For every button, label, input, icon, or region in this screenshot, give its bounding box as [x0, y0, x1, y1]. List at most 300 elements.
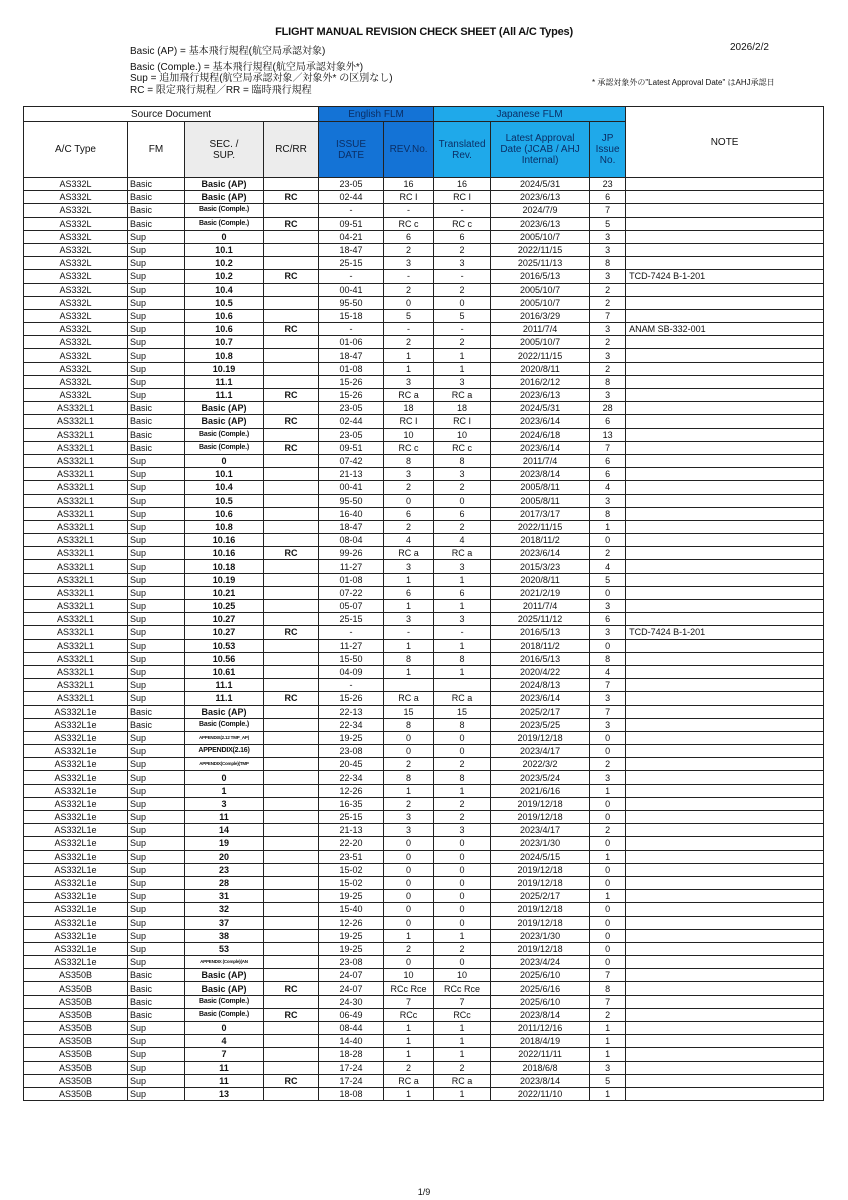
- cell-issue-date: 17-24: [319, 1074, 384, 1087]
- cell-sec-sup: 0: [185, 230, 264, 243]
- cell-rc-rr: [264, 784, 319, 797]
- cell-rev-no: 7: [384, 995, 434, 1008]
- table-row: [24, 534, 824, 547]
- cell-ac-type: AS332L: [24, 178, 128, 191]
- cell-issue-date: -: [319, 270, 384, 283]
- cell-note: [626, 1022, 824, 1035]
- cell-latest-approval-date: 2016/5/13: [491, 270, 590, 283]
- table-row: [24, 863, 824, 876]
- cell-rev-no: 0: [384, 916, 434, 929]
- cell-jp-issue-no: 1: [590, 1035, 626, 1048]
- header-ac-type: A/C Type: [24, 122, 128, 178]
- cell-issue-date: -: [319, 323, 384, 336]
- cell-ac-type: AS350B: [24, 1008, 128, 1021]
- table-row: [24, 389, 824, 402]
- cell-rc-rr: [264, 916, 319, 929]
- cell-note: [626, 375, 824, 388]
- cell-issue-date: 16-35: [319, 797, 384, 810]
- cell-ac-type: AS332L1e: [24, 850, 128, 863]
- cell-jp-issue-no: 0: [590, 929, 626, 942]
- cell-latest-approval-date: 2025/2/17: [491, 705, 590, 718]
- cell-fm: Sup: [128, 784, 185, 797]
- cell-translated-rev: 3: [434, 613, 491, 626]
- cell-rev-no: 1: [384, 1022, 434, 1035]
- cell-rev-no: 1: [384, 1048, 434, 1061]
- cell-note: [626, 692, 824, 705]
- cell-ac-type: AS332L1: [24, 520, 128, 533]
- cell-issue-date: 02-44: [319, 191, 384, 204]
- cell-rev-no: 1: [384, 600, 434, 613]
- cell-issue-date: -: [319, 679, 384, 692]
- cell-sec-sup: 10.16: [185, 547, 264, 560]
- table-row: [24, 731, 824, 744]
- cell-note: [626, 257, 824, 270]
- cell-jp-issue-no: 0: [590, 745, 626, 758]
- cell-issue-date: 04-09: [319, 665, 384, 678]
- cell-ac-type: AS332L1e: [24, 876, 128, 889]
- sheet-date: 2026/2/2: [730, 42, 769, 53]
- cell-fm: Sup: [128, 468, 185, 481]
- sheet-title: FLIGHT MANUAL REVISION CHECK SHEET (All A/C Types): [275, 26, 573, 38]
- cell-fm: Sup: [128, 1048, 185, 1061]
- table-row: [24, 1048, 824, 1061]
- table-row: [24, 679, 824, 692]
- cell-fm: Basic: [128, 995, 185, 1008]
- cell-ac-type: AS332L1: [24, 547, 128, 560]
- cell-note: [626, 652, 824, 665]
- cell-rev-no: 6: [384, 586, 434, 599]
- cell-sec-sup: 10.7: [185, 336, 264, 349]
- cell-sec-sup: 10.25: [185, 600, 264, 613]
- table-row: [24, 876, 824, 889]
- cell-jp-issue-no: 0: [590, 876, 626, 889]
- cell-latest-approval-date: 2005/10/7: [491, 283, 590, 296]
- cell-fm: Basic: [128, 217, 185, 230]
- cell-sec-sup: 10.19: [185, 362, 264, 375]
- cell-latest-approval-date: 2022/11/15: [491, 520, 590, 533]
- cell-rc-rr: [264, 494, 319, 507]
- table-row: [24, 520, 824, 533]
- cell-translated-rev: 1: [434, 1087, 491, 1100]
- cell-ac-type: AS350B: [24, 1035, 128, 1048]
- cell-jp-issue-no: 4: [590, 481, 626, 494]
- table-row: [24, 718, 824, 731]
- cell-note: [626, 1087, 824, 1100]
- cell-rev-no: 0: [384, 890, 434, 903]
- cell-note: [626, 468, 824, 481]
- cell-rev-no: RC a: [384, 1074, 434, 1087]
- cell-jp-issue-no: 3: [590, 692, 626, 705]
- cell-sec-sup: 13: [185, 1087, 264, 1100]
- cell-jp-issue-no: 7: [590, 309, 626, 322]
- cell-sec-sup: 38: [185, 929, 264, 942]
- cell-jp-issue-no: 3: [590, 494, 626, 507]
- cell-note: [626, 1008, 824, 1021]
- cell-ac-type: AS332L1e: [24, 745, 128, 758]
- cell-note: [626, 758, 824, 771]
- cell-translated-rev: 1: [434, 1022, 491, 1035]
- cell-rc-rr: [264, 929, 319, 942]
- cell-note: [626, 204, 824, 217]
- cell-latest-approval-date: 2022/3/2: [491, 758, 590, 771]
- cell-jp-issue-no: 7: [590, 969, 626, 982]
- cell-issue-date: 15-02: [319, 876, 384, 889]
- cell-translated-rev: 0: [434, 745, 491, 758]
- cell-ac-type: AS332L1e: [24, 771, 128, 784]
- cell-rc-rr: RC: [264, 982, 319, 995]
- cell-translated-rev: 2: [434, 758, 491, 771]
- cell-rev-no: 2: [384, 336, 434, 349]
- cell-fm: Sup: [128, 481, 185, 494]
- cell-latest-approval-date: 2023/6/13: [491, 191, 590, 204]
- cell-jp-issue-no: 5: [590, 217, 626, 230]
- cell-sec-sup: 10.8: [185, 349, 264, 362]
- cell-issue-date: 01-08: [319, 362, 384, 375]
- cell-sec-sup: 10.5: [185, 494, 264, 507]
- header-rc-rr: RC/RR: [264, 122, 319, 178]
- table-row: [24, 890, 824, 903]
- cell-fm: Sup: [128, 283, 185, 296]
- cell-rev-no: 0: [384, 876, 434, 889]
- cell-jp-issue-no: 8: [590, 257, 626, 270]
- cell-issue-date: 15-50: [319, 652, 384, 665]
- cell-note: [626, 296, 824, 309]
- table-row: [24, 982, 824, 995]
- cell-translated-rev: 1: [434, 349, 491, 362]
- cell-sec-sup: 11: [185, 811, 264, 824]
- cell-fm: Sup: [128, 876, 185, 889]
- table-row: [24, 494, 824, 507]
- cell-note: [626, 824, 824, 837]
- cell-latest-approval-date: 2023/4/24: [491, 956, 590, 969]
- cell-fm: Sup: [128, 243, 185, 256]
- cell-rc-rr: [264, 652, 319, 665]
- cell-note: [626, 217, 824, 230]
- cell-rc-rr: RC: [264, 547, 319, 560]
- cell-issue-date: 04-21: [319, 230, 384, 243]
- cell-jp-issue-no: 7: [590, 679, 626, 692]
- cell-rev-no: 2: [384, 758, 434, 771]
- cell-rev-no: 1: [384, 362, 434, 375]
- cell-translated-rev: 5: [434, 309, 491, 322]
- cell-fm: Sup: [128, 309, 185, 322]
- cell-issue-date: 18-47: [319, 520, 384, 533]
- cell-fm: Basic: [128, 969, 185, 982]
- cell-issue-date: 25-15: [319, 613, 384, 626]
- cell-sec-sup: APPENDIX(2.12 TMP_AP): [185, 731, 264, 744]
- cell-latest-approval-date: 2022/11/15: [491, 349, 590, 362]
- cell-ac-type: AS332L1: [24, 494, 128, 507]
- cell-rc-rr: [264, 481, 319, 494]
- cell-note: [626, 389, 824, 402]
- cell-ac-type: AS332L1e: [24, 797, 128, 810]
- cell-rc-rr: [264, 1048, 319, 1061]
- cell-translated-rev: 1: [434, 362, 491, 375]
- cell-issue-date: 09-51: [319, 217, 384, 230]
- table-row: [24, 929, 824, 942]
- table-row: [24, 468, 824, 481]
- cell-rc-rr: [264, 600, 319, 613]
- cell-latest-approval-date: 2016/3/29: [491, 309, 590, 322]
- cell-issue-date: 14-40: [319, 1035, 384, 1048]
- cell-fm: Sup: [128, 507, 185, 520]
- cell-ac-type: AS332L: [24, 336, 128, 349]
- cell-note: [626, 230, 824, 243]
- table-row: [24, 270, 824, 283]
- cell-translated-rev: 0: [434, 916, 491, 929]
- cell-sec-sup: 10.56: [185, 652, 264, 665]
- cell-note: [626, 929, 824, 942]
- header-translated-rev: Translated Rev.: [434, 122, 491, 178]
- cell-jp-issue-no: 8: [590, 507, 626, 520]
- cell-rc-rr: [264, 573, 319, 586]
- header-note: NOTE: [626, 107, 824, 178]
- revision-table: [23, 106, 824, 1101]
- cell-sec-sup: 10.8: [185, 520, 264, 533]
- cell-jp-issue-no: 0: [590, 916, 626, 929]
- cell-note: [626, 454, 824, 467]
- cell-issue-date: 23-51: [319, 850, 384, 863]
- cell-rev-no: 0: [384, 850, 434, 863]
- cell-rev-no: RC a: [384, 692, 434, 705]
- cell-fm: Sup: [128, 349, 185, 362]
- cell-jp-issue-no: 4: [590, 560, 626, 573]
- cell-rc-rr: RC: [264, 389, 319, 402]
- cell-sec-sup: Basic (Comple.): [185, 1008, 264, 1021]
- cell-sec-sup: 10.53: [185, 639, 264, 652]
- cell-latest-approval-date: 2023/1/30: [491, 929, 590, 942]
- cell-translated-rev: 0: [434, 837, 491, 850]
- cell-fm: Sup: [128, 652, 185, 665]
- cell-translated-rev: -: [434, 323, 491, 336]
- cell-translated-rev: 16: [434, 178, 491, 191]
- cell-fm: Sup: [128, 639, 185, 652]
- cell-fm: Sup: [128, 745, 185, 758]
- table-row: [24, 586, 824, 599]
- cell-rc-rr: [264, 507, 319, 520]
- cell-jp-issue-no: 3: [590, 1061, 626, 1074]
- cell-translated-rev: 18: [434, 402, 491, 415]
- cell-rc-rr: [264, 454, 319, 467]
- cell-sec-sup: 11.1: [185, 389, 264, 402]
- cell-ac-type: AS332L1: [24, 679, 128, 692]
- cell-latest-approval-date: 2005/10/7: [491, 296, 590, 309]
- cell-issue-date: 16-40: [319, 507, 384, 520]
- header-fm: FM: [128, 122, 185, 178]
- table-row: [24, 573, 824, 586]
- table-row: [24, 283, 824, 296]
- cell-rev-no: 2: [384, 942, 434, 955]
- table-row: [24, 995, 824, 1008]
- cell-fm: Basic: [128, 1008, 185, 1021]
- cell-note: [626, 283, 824, 296]
- cell-fm: Sup: [128, 1035, 185, 1048]
- cell-issue-date: 01-06: [319, 336, 384, 349]
- cell-rev-no: 8: [384, 652, 434, 665]
- cell-latest-approval-date: 2016/5/13: [491, 626, 590, 639]
- cell-latest-approval-date: 2025/6/16: [491, 982, 590, 995]
- cell-rc-rr: [264, 837, 319, 850]
- cell-rev-no: 1: [384, 1035, 434, 1048]
- cell-translated-rev: 15: [434, 705, 491, 718]
- cell-issue-date: 22-34: [319, 718, 384, 731]
- cell-ac-type: AS332L1: [24, 600, 128, 613]
- cell-issue-date: 24-07: [319, 982, 384, 995]
- cell-issue-date: 22-13: [319, 705, 384, 718]
- cell-sec-sup: 1: [185, 784, 264, 797]
- cell-ac-type: AS332L1e: [24, 784, 128, 797]
- table-row: [24, 454, 824, 467]
- table-row: [24, 824, 824, 837]
- cell-ac-type: AS350B: [24, 1087, 128, 1100]
- cell-rev-no: -: [384, 323, 434, 336]
- cell-sec-sup: 10.4: [185, 283, 264, 296]
- cell-sec-sup: 10.19: [185, 573, 264, 586]
- cell-rc-rr: RC: [264, 1074, 319, 1087]
- cell-note: [626, 415, 824, 428]
- cell-issue-date: 25-15: [319, 811, 384, 824]
- cell-translated-rev: 1: [434, 1035, 491, 1048]
- cell-translated-rev: 0: [434, 731, 491, 744]
- cell-note: [626, 771, 824, 784]
- cell-fm: Sup: [128, 586, 185, 599]
- cell-note: [626, 1048, 824, 1061]
- cell-translated-rev: RCc Rce: [434, 982, 491, 995]
- table-row: [24, 560, 824, 573]
- cell-translated-rev: RC a: [434, 547, 491, 560]
- cell-issue-date: 01-08: [319, 573, 384, 586]
- cell-latest-approval-date: 2025/11/12: [491, 613, 590, 626]
- table-row: [24, 507, 824, 520]
- cell-sec-sup: 10.21: [185, 586, 264, 599]
- cell-jp-issue-no: 6: [590, 613, 626, 626]
- cell-jp-issue-no: 13: [590, 428, 626, 441]
- cell-fm: Sup: [128, 1061, 185, 1074]
- cell-rev-no: 2: [384, 520, 434, 533]
- cell-ac-type: AS332L1e: [24, 718, 128, 731]
- cell-rc-rr: [264, 362, 319, 375]
- cell-latest-approval-date: 2023/6/13: [491, 217, 590, 230]
- cell-sec-sup: 10.4: [185, 481, 264, 494]
- cell-rc-rr: [264, 797, 319, 810]
- cell-rc-rr: [264, 758, 319, 771]
- cell-fm: Sup: [128, 758, 185, 771]
- cell-translated-rev: 8: [434, 771, 491, 784]
- cell-sec-sup: Basic (Comple.): [185, 441, 264, 454]
- cell-jp-issue-no: 8: [590, 982, 626, 995]
- table-row: [24, 626, 824, 639]
- cell-fm: Sup: [128, 573, 185, 586]
- cell-jp-issue-no: 0: [590, 797, 626, 810]
- cell-translated-rev: 7: [434, 995, 491, 1008]
- cell-translated-rev: 3: [434, 257, 491, 270]
- cell-ac-type: AS332L1: [24, 415, 128, 428]
- cell-note: [626, 837, 824, 850]
- cell-issue-date: 23-05: [319, 428, 384, 441]
- cell-translated-rev: 2: [434, 797, 491, 810]
- table-row: [24, 600, 824, 613]
- cell-jp-issue-no: 5: [590, 1074, 626, 1087]
- cell-jp-issue-no: 2: [590, 824, 626, 837]
- cell-rc-rr: RC: [264, 323, 319, 336]
- cell-ac-type: AS332L1e: [24, 811, 128, 824]
- legend-basic-ap: Basic (AP) = 基本飛行規程(航空局承認対象): [130, 46, 326, 57]
- cell-fm: Sup: [128, 890, 185, 903]
- cell-translated-rev: 2: [434, 481, 491, 494]
- cell-ac-type: AS350B: [24, 982, 128, 995]
- table-row: [24, 969, 824, 982]
- cell-fm: Sup: [128, 929, 185, 942]
- cell-fm: Basic: [128, 441, 185, 454]
- header-english-flm: English FLM: [319, 107, 434, 122]
- cell-note: [626, 890, 824, 903]
- cell-latest-approval-date: 2019/12/18: [491, 903, 590, 916]
- cell-rc-rr: [264, 995, 319, 1008]
- cell-translated-rev: 3: [434, 468, 491, 481]
- cell-issue-date: 00-41: [319, 283, 384, 296]
- cell-sec-sup: Basic (AP): [185, 705, 264, 718]
- cell-rc-rr: [264, 705, 319, 718]
- cell-latest-approval-date: 2024/5/15: [491, 850, 590, 863]
- cell-sec-sup: APPENDIX(Comple)(TMP: [185, 758, 264, 771]
- cell-issue-date: 09-51: [319, 441, 384, 454]
- cell-ac-type: AS332L1: [24, 507, 128, 520]
- cell-fm: Sup: [128, 534, 185, 547]
- cell-sec-sup: 10.1: [185, 243, 264, 256]
- cell-issue-date: 22-20: [319, 837, 384, 850]
- cell-sec-sup: 10.18: [185, 560, 264, 573]
- legend-sup: Sup = 追加飛行規程(航空局承認対象／対象外* の区別なし): [130, 73, 393, 84]
- cell-issue-date: 19-25: [319, 731, 384, 744]
- cell-rc-rr: RC: [264, 626, 319, 639]
- cell-ac-type: AS332L: [24, 191, 128, 204]
- cell-latest-approval-date: 2019/12/18: [491, 797, 590, 810]
- cell-issue-date: 20-45: [319, 758, 384, 771]
- cell-translated-rev: 4: [434, 534, 491, 547]
- cell-note: [626, 718, 824, 731]
- cell-ac-type: AS332L: [24, 230, 128, 243]
- cell-rev-no: 2: [384, 481, 434, 494]
- cell-translated-rev: 1: [434, 784, 491, 797]
- cell-rev-no: 1: [384, 573, 434, 586]
- table-row: [24, 323, 824, 336]
- cell-rc-rr: [264, 824, 319, 837]
- cell-note: TCD-7424 B-1-201: [626, 270, 824, 283]
- cell-note: [626, 178, 824, 191]
- cell-note: [626, 600, 824, 613]
- cell-issue-date: 95-50: [319, 296, 384, 309]
- cell-sec-sup: 10.6: [185, 323, 264, 336]
- cell-issue-date: 24-30: [319, 995, 384, 1008]
- table-row: [24, 1035, 824, 1048]
- cell-latest-approval-date: 2005/8/11: [491, 494, 590, 507]
- cell-translated-rev: 0: [434, 890, 491, 903]
- table-row: [24, 547, 824, 560]
- cell-latest-approval-date: 2019/12/18: [491, 942, 590, 955]
- cell-jp-issue-no: 2: [590, 283, 626, 296]
- cell-latest-approval-date: 2020/8/11: [491, 362, 590, 375]
- table-row: [24, 784, 824, 797]
- cell-ac-type: AS332L1e: [24, 863, 128, 876]
- cell-translated-rev: 6: [434, 507, 491, 520]
- cell-ac-type: AS332L: [24, 362, 128, 375]
- cell-translated-rev: 8: [434, 652, 491, 665]
- cell-rev-no: 10: [384, 428, 434, 441]
- cell-fm: Sup: [128, 613, 185, 626]
- cell-jp-issue-no: 6: [590, 191, 626, 204]
- table-row: [24, 362, 824, 375]
- cell-latest-approval-date: 2024/5/31: [491, 178, 590, 191]
